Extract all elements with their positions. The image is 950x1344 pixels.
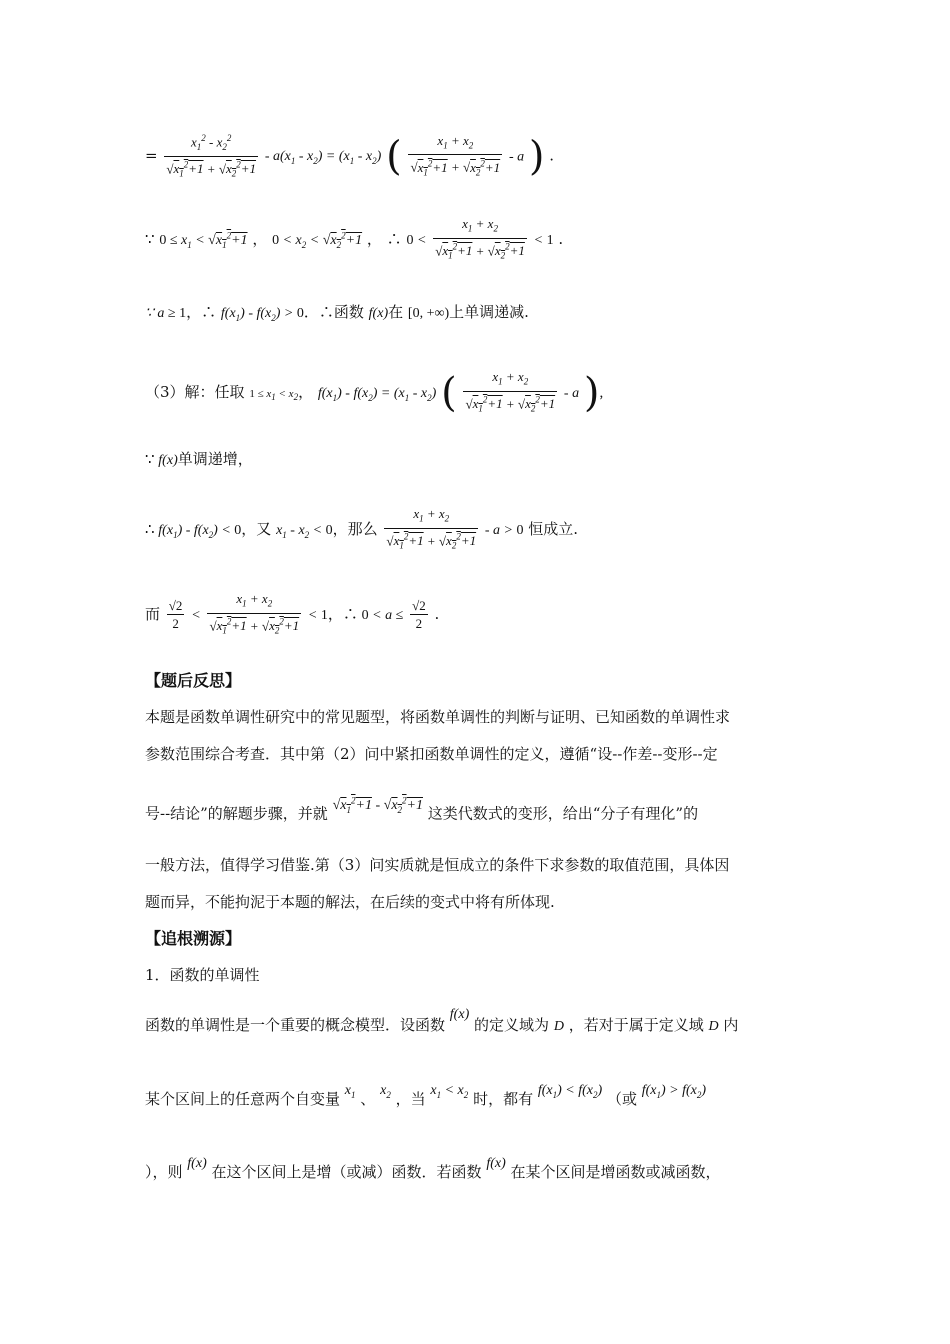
equation-line-3: ∵ a ≥ 1，∴ $f(x_1) - f(x_2) > 0$．∴函数 f(x)在 [0, +∞)上单调递减. bbox=[145, 303, 529, 323]
period: . bbox=[549, 146, 555, 165]
fraction-sum: $\frac{x_1 + x_2}{√x_1^2+1 + √x_2^2+1}$ bbox=[463, 368, 557, 418]
text-then: ，那么 bbox=[332, 519, 378, 538]
text-segment: 这类代数式的变形，给出“分子有理化”的 bbox=[427, 804, 699, 823]
text-segment: 的定义域为 bbox=[474, 1016, 550, 1034]
formula-term: $√x_1^2+1 - √x_2^2+1$ bbox=[332, 795, 423, 815]
formula-term: $f(x_1) - f(x_2) > 0$ bbox=[220, 306, 304, 323]
formula-term: $f(x_1) > f(x_2)$ bbox=[641, 1083, 707, 1100]
reflection-paragraph-5: 题而异，不能拘泥于本题的解法，在后续的变式中将有所体现. bbox=[145, 893, 555, 911]
text-always-holds: 恒成立. bbox=[528, 519, 579, 538]
because-sign: ∵ bbox=[145, 229, 160, 248]
formula-term: $x_1 - x_2 < 0$ bbox=[276, 522, 333, 540]
text-segment: 号--结论”的解题步骤，并就 bbox=[145, 804, 328, 823]
part-3-label: （3）解：任取 bbox=[145, 382, 245, 401]
formula-term: < 1 bbox=[533, 232, 554, 248]
text-segment: 在某个区间是增函数或减函数， bbox=[510, 1163, 721, 1181]
text-also: ，又 bbox=[241, 519, 272, 538]
formula-term: $f(x_1) - f(x_2) = (x_1 - x_2)$ bbox=[317, 385, 437, 403]
reflection-paragraph-2: 参数范围综合考查．其中第（2）问中紧扣函数单调性的定义，遵循“设--作差--变形--定 bbox=[145, 745, 718, 763]
formula-term: $0 \le x_1 < √x_1^2+1$ bbox=[159, 230, 248, 250]
fraction-sqrt2: $\frac{√2}{2}$ bbox=[412, 598, 426, 632]
formula-term: $1 \le x_1 < x_2$ bbox=[249, 387, 299, 402]
fraction-sum: $\frac{x_1 + x_2}{√x_1^2+1 + √x_2^2+1}$ bbox=[384, 505, 478, 555]
text-segment: 在这个区间上是增（或减）函数．若函数 bbox=[211, 1163, 482, 1181]
fraction-diff-squares: $\frac{x_1^2 - x_2^2}{√x_1^2+1 + √x_2^2+1}$ bbox=[164, 130, 258, 183]
equation-line-4: （3）解：任取 $1 \le x_1 < x_2$， $f(x_1) - f(x_2) = (x_1 - x_2)$ ( $\frac{x_1 + x_2}{√x_1^2+1 + √x_2^2+1}$ - a ), bbox=[145, 369, 604, 416]
formula-term: [0, +∞) bbox=[407, 306, 450, 321]
text-on: 在 bbox=[388, 303, 404, 321]
text-increasing: 单调递增， bbox=[177, 450, 253, 468]
origin-paragraph-2 bbox=[145, 1083, 707, 1110]
formula-term: $x_2$ bbox=[380, 1083, 391, 1100]
text-and: 而 bbox=[145, 604, 161, 623]
text-function: 函数 bbox=[333, 303, 364, 321]
equation-line-7: 而 $\frac{√2}{2}$ < $\frac{x_1 + x_2}{√x_1^2+1 + √x_2^2+1}$ < 1，∴ 0 < a ≤ $\frac{√2}{2}$ . bbox=[145, 590, 439, 640]
domain-variable: D bbox=[708, 1019, 719, 1034]
formula-term: ∵ a ≥ 1 bbox=[145, 306, 187, 321]
period: . bbox=[558, 229, 564, 248]
domain-variable: D bbox=[553, 1019, 564, 1034]
text-segment: 时，都有 bbox=[473, 1090, 534, 1108]
text-segment: 内 bbox=[723, 1016, 739, 1034]
text-segment: ，若对于属于定义域 bbox=[568, 1016, 704, 1034]
equation-line-2 bbox=[145, 215, 563, 265]
formula-term: f(x) bbox=[368, 306, 389, 321]
left-paren: ( bbox=[386, 133, 402, 180]
formula-term: - a > 0 bbox=[484, 522, 524, 538]
formula-term: f(x) bbox=[187, 1156, 207, 1171]
formula-term: < bbox=[191, 607, 201, 623]
formula-term: < 1 bbox=[307, 607, 328, 623]
reflection-paragraph-4: 一般方法，值得学习借鉴.第（3）问实质就是恒成立的条件下求参数的取值范围，具体因 bbox=[145, 856, 730, 874]
formula-term: $0 < x_2 < √x_2^2+1$ bbox=[272, 230, 363, 250]
formula-term: $f(x_1) < f(x_2)$ bbox=[537, 1083, 603, 1100]
text-segment: 某个区间上的任意两个自变量 bbox=[145, 1090, 341, 1108]
formula-term: f(x) bbox=[486, 1156, 506, 1171]
fraction-sum: $\frac{x_1 + x_2}{√x_1^2+1 + √x_2^2+1}$ bbox=[408, 132, 502, 182]
formula-term: - a bbox=[563, 385, 580, 401]
text-segment: ），则 bbox=[145, 1163, 183, 1181]
right-paren: ) bbox=[528, 133, 545, 180]
fraction-sum: $\frac{x_1 + x_2}{√x_1^2+1 + √x_2^2+1}$ bbox=[207, 590, 301, 640]
origin-item-1: 1．函数的单调性 bbox=[145, 966, 260, 984]
reflection-paragraph-1: 本题是函数单调性研究中的常见题型，将函数单调性的判断与证明、已知函数的单调性求 bbox=[145, 708, 731, 726]
formula-term: - $a(x_1 - x_2) = (x_1 - x_2)$ bbox=[264, 149, 382, 167]
origin-paragraph-1 bbox=[145, 1007, 739, 1034]
fraction-sqrt2: $\frac{√2}{2}$ bbox=[168, 598, 183, 632]
fraction-sum: $\frac{x_1 + x_2}{√x_1^2+1 + √x_2^2+1}$ bbox=[433, 215, 527, 265]
text-segment: ，当 bbox=[395, 1090, 426, 1108]
equals-sign: = bbox=[145, 146, 163, 165]
text-decreasing: 上单调递减. bbox=[449, 303, 529, 321]
text-segment: （或 bbox=[606, 1090, 637, 1108]
formula-term: 0 < a ≤ bbox=[361, 607, 404, 623]
left-paren: ( bbox=[441, 369, 457, 416]
therefore-sign: ∴ bbox=[386, 229, 402, 248]
period: . bbox=[434, 604, 440, 623]
formula-term: $x_1$ bbox=[344, 1083, 356, 1100]
text-segment: 、 bbox=[360, 1090, 376, 1108]
text-segment: 函数的单调性是一个重要的概念模型．设函数 bbox=[145, 1016, 446, 1034]
comma: ， bbox=[366, 229, 382, 248]
right-paren: ) bbox=[583, 369, 600, 416]
formula-term: $x_1 < x_2$ bbox=[430, 1083, 469, 1100]
reflection-title: 【题后反思】 bbox=[145, 671, 242, 690]
equation-line-5: ∵ f(x)单调递增， bbox=[145, 450, 253, 468]
equation-line-1 bbox=[145, 130, 554, 183]
comma: ， bbox=[252, 229, 268, 248]
reflection-paragraph-3 bbox=[145, 795, 699, 824]
formula-term: - a bbox=[508, 149, 525, 165]
origin-paragraph-3 bbox=[145, 1156, 721, 1181]
formula-term: f(x) bbox=[158, 453, 178, 468]
formula-term: $f(x_1) - f(x_2) < 0$ bbox=[158, 522, 242, 540]
formula-term: f(x) bbox=[449, 1007, 470, 1022]
equation-line-6: ∴ $f(x_1) - f(x_2) < 0$，又 $x_1 - x_2 < 0$，那么 $\frac{x_1 + x_2}{√x_1^2+1 + √x_2^2+1}$ - a > 0 恒成立. bbox=[145, 505, 578, 555]
formula-term: 0 < bbox=[406, 232, 427, 248]
origin-title: 【追根溯源】 bbox=[145, 929, 242, 948]
